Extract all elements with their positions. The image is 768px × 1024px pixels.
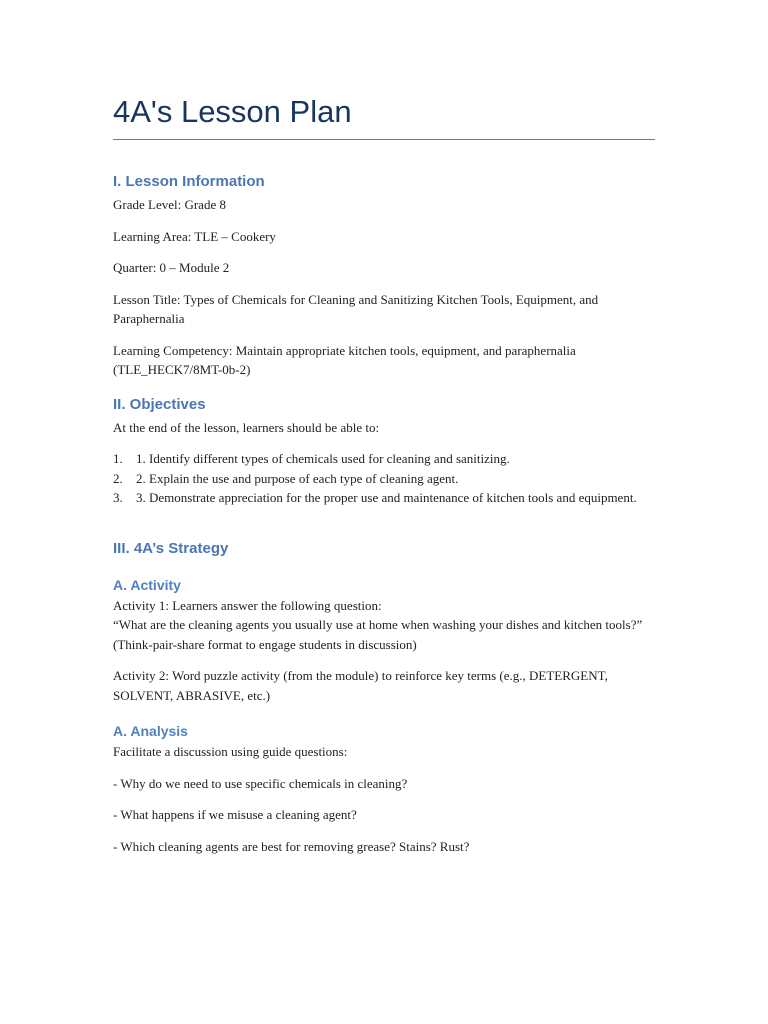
objectives-section	[113, 394, 658, 508]
list-marker: 2.	[113, 470, 123, 486]
activity-1-prompt: Activity 1: Learners answer the following question:	[113, 597, 382, 613]
analysis-question: - Why do we need to use specific chemicals in cleaning?	[113, 775, 408, 791]
lesson-information-section	[113, 171, 658, 380]
objective-text: 1. Identify different types of chemicals used for cleaning and sanitizing.	[136, 451, 510, 466]
lesson-title-text: Lesson Title: Types of Chemicals for Cleaning and Sanitizing Kitchen Tools, Equipment, and Paraphernalia	[113, 291, 599, 326]
analysis-question: - What happens if we misuse a cleaning agent?	[113, 807, 357, 822]
analysis-intro: Facilitate a discussion using guide questions:	[113, 744, 348, 759]
list-marker: 1.	[113, 451, 123, 466]
title-divider	[113, 139, 655, 140]
objective-text: 3. Demonstrate appreciation for the proper use and maintenance of kitchen tools and equipment.	[136, 490, 637, 505]
objective-text: 2. Explain the use and purpose of each type of cleaning agent.	[136, 470, 459, 486]
learning-competency-line1: Learning Competency: Maintain appropriate kitchen tools, equipment, and paraphernalia	[113, 342, 576, 358]
learning-competency-text	[113, 341, 658, 380]
learning-area-text: Learning Area: TLE – Cookery	[113, 228, 276, 244]
document-title: 4A's Lesson Plan	[113, 94, 352, 129]
objectives-heading: II. Objectives	[113, 395, 206, 413]
strategy-heading: III. 4A’s Strategy	[113, 539, 229, 557]
activity-1-text	[113, 596, 658, 655]
strategy-section	[113, 538, 658, 857]
lesson-information-heading: I. Lesson Information	[113, 173, 265, 190]
analysis-question: - Which cleaning agents are best for removing grease? Stains? Rust?	[113, 838, 470, 854]
list-marker: 3.	[113, 490, 123, 505]
objective-item	[113, 488, 658, 508]
analysis-heading: A. Analysis	[113, 723, 188, 739]
activity-1-question: “What are the cleaning agents you usually use at home when washing your dishes and kitchen tools?” (Think-pair-share format to engage students in discussion)	[113, 617, 643, 652]
activity-heading: A. Activity	[113, 576, 181, 593]
activity-2-text: Activity 2: Word puzzle activity (from the module) to reinforce key terms (e.g., DETERGENT, SOLVENT, ABRASIVE, etc.)	[113, 668, 608, 703]
objectives-intro: At the end of the lesson, learners should be able to:	[113, 419, 380, 435]
document-body	[113, 171, 658, 868]
quarter-text: Quarter: 0 – Module 2	[113, 260, 230, 275]
objectives-list	[113, 449, 658, 508]
grade-level-text: Grade Level: Grade 8	[113, 197, 226, 212]
objective-item	[113, 449, 658, 469]
learning-competency-code: (TLE_HECK7/8MT-0b-2)	[113, 362, 251, 377]
objective-item	[113, 469, 658, 489]
